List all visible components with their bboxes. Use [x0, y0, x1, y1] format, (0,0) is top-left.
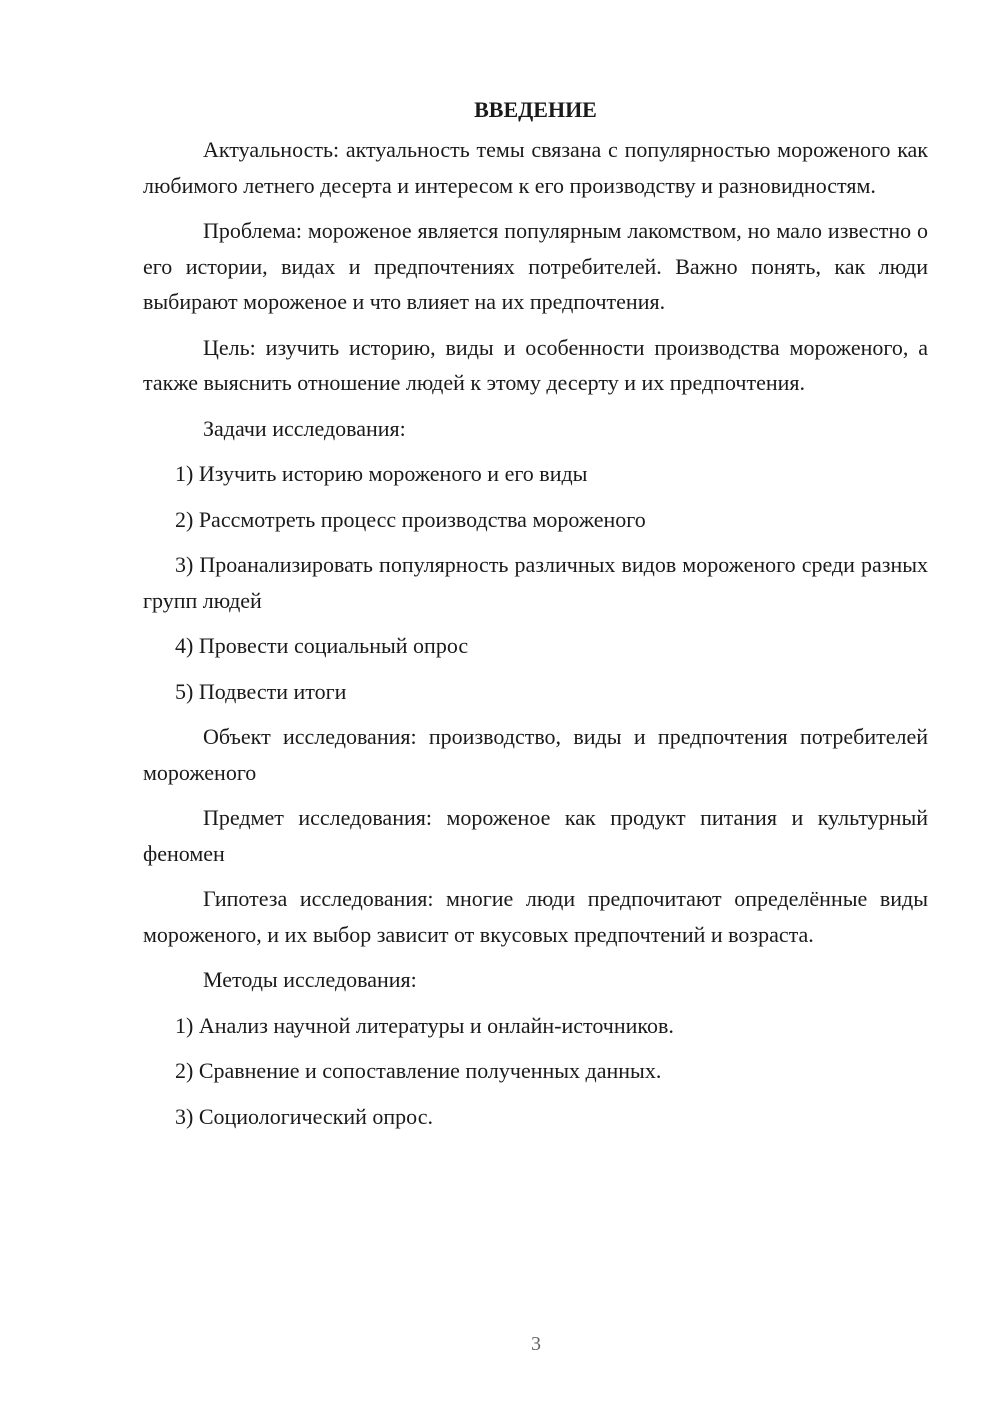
subject-paragraph: Предмет исследования: мороженое как продукт питания и культурный феномен	[143, 805, 928, 866]
task-item: 2) Рассмотреть процесс производства мороженого	[175, 506, 646, 532]
problem-paragraph: Проблема: мороженое является популярным лакомством, но мало известно о его истории, видах и предпочтениях потребителей. Важно понять, как люди выбирают мороженое и что влияет на их предпочтения.	[143, 218, 928, 314]
task-item: 4) Провести социальный опрос	[175, 633, 469, 658]
section-title: ВВЕДЕНИЕ	[474, 97, 597, 122]
task-item: 3) Проанализировать популярность различных видов мороженого среди разных групп людей	[143, 552, 928, 613]
document-page	[143, 92, 928, 1144]
method-item: 3) Социологический опрос.	[175, 1103, 433, 1129]
method-item: 1) Анализ научной литературы и онлайн-источников.	[175, 1012, 674, 1038]
relevance-paragraph: Актуальность: актуальность темы связана с популярностью мороженого как любимого летнего десерта и интересом к его производству и разновидностям.	[143, 137, 928, 198]
object-paragraph: Объект исследования: производство, виды и предпочтения потребителей мороженого	[143, 724, 928, 785]
page-number: 3	[531, 1333, 541, 1355]
hypothesis-paragraph: Гипотеза исследования: многие люди предпочитают определённые виды мороженого, и их выбор зависит от вкусовых предпочтений и возраста.	[143, 886, 928, 947]
task-item: 5) Подвести итоги	[175, 678, 347, 704]
method-item: 2) Сравнение и сопоставление полученных данных.	[175, 1058, 662, 1083]
methods-heading: Методы исследования:	[203, 967, 417, 992]
task-item: 1) Изучить историю мороженого и его виды	[175, 461, 588, 486]
goal-paragraph: Цель: изучить историю, виды и особенности производства мороженого, а также выяснить отношение людей к этому десерту и их предпочтения.	[143, 334, 928, 395]
tasks-heading: Задачи исследования:	[203, 415, 406, 441]
